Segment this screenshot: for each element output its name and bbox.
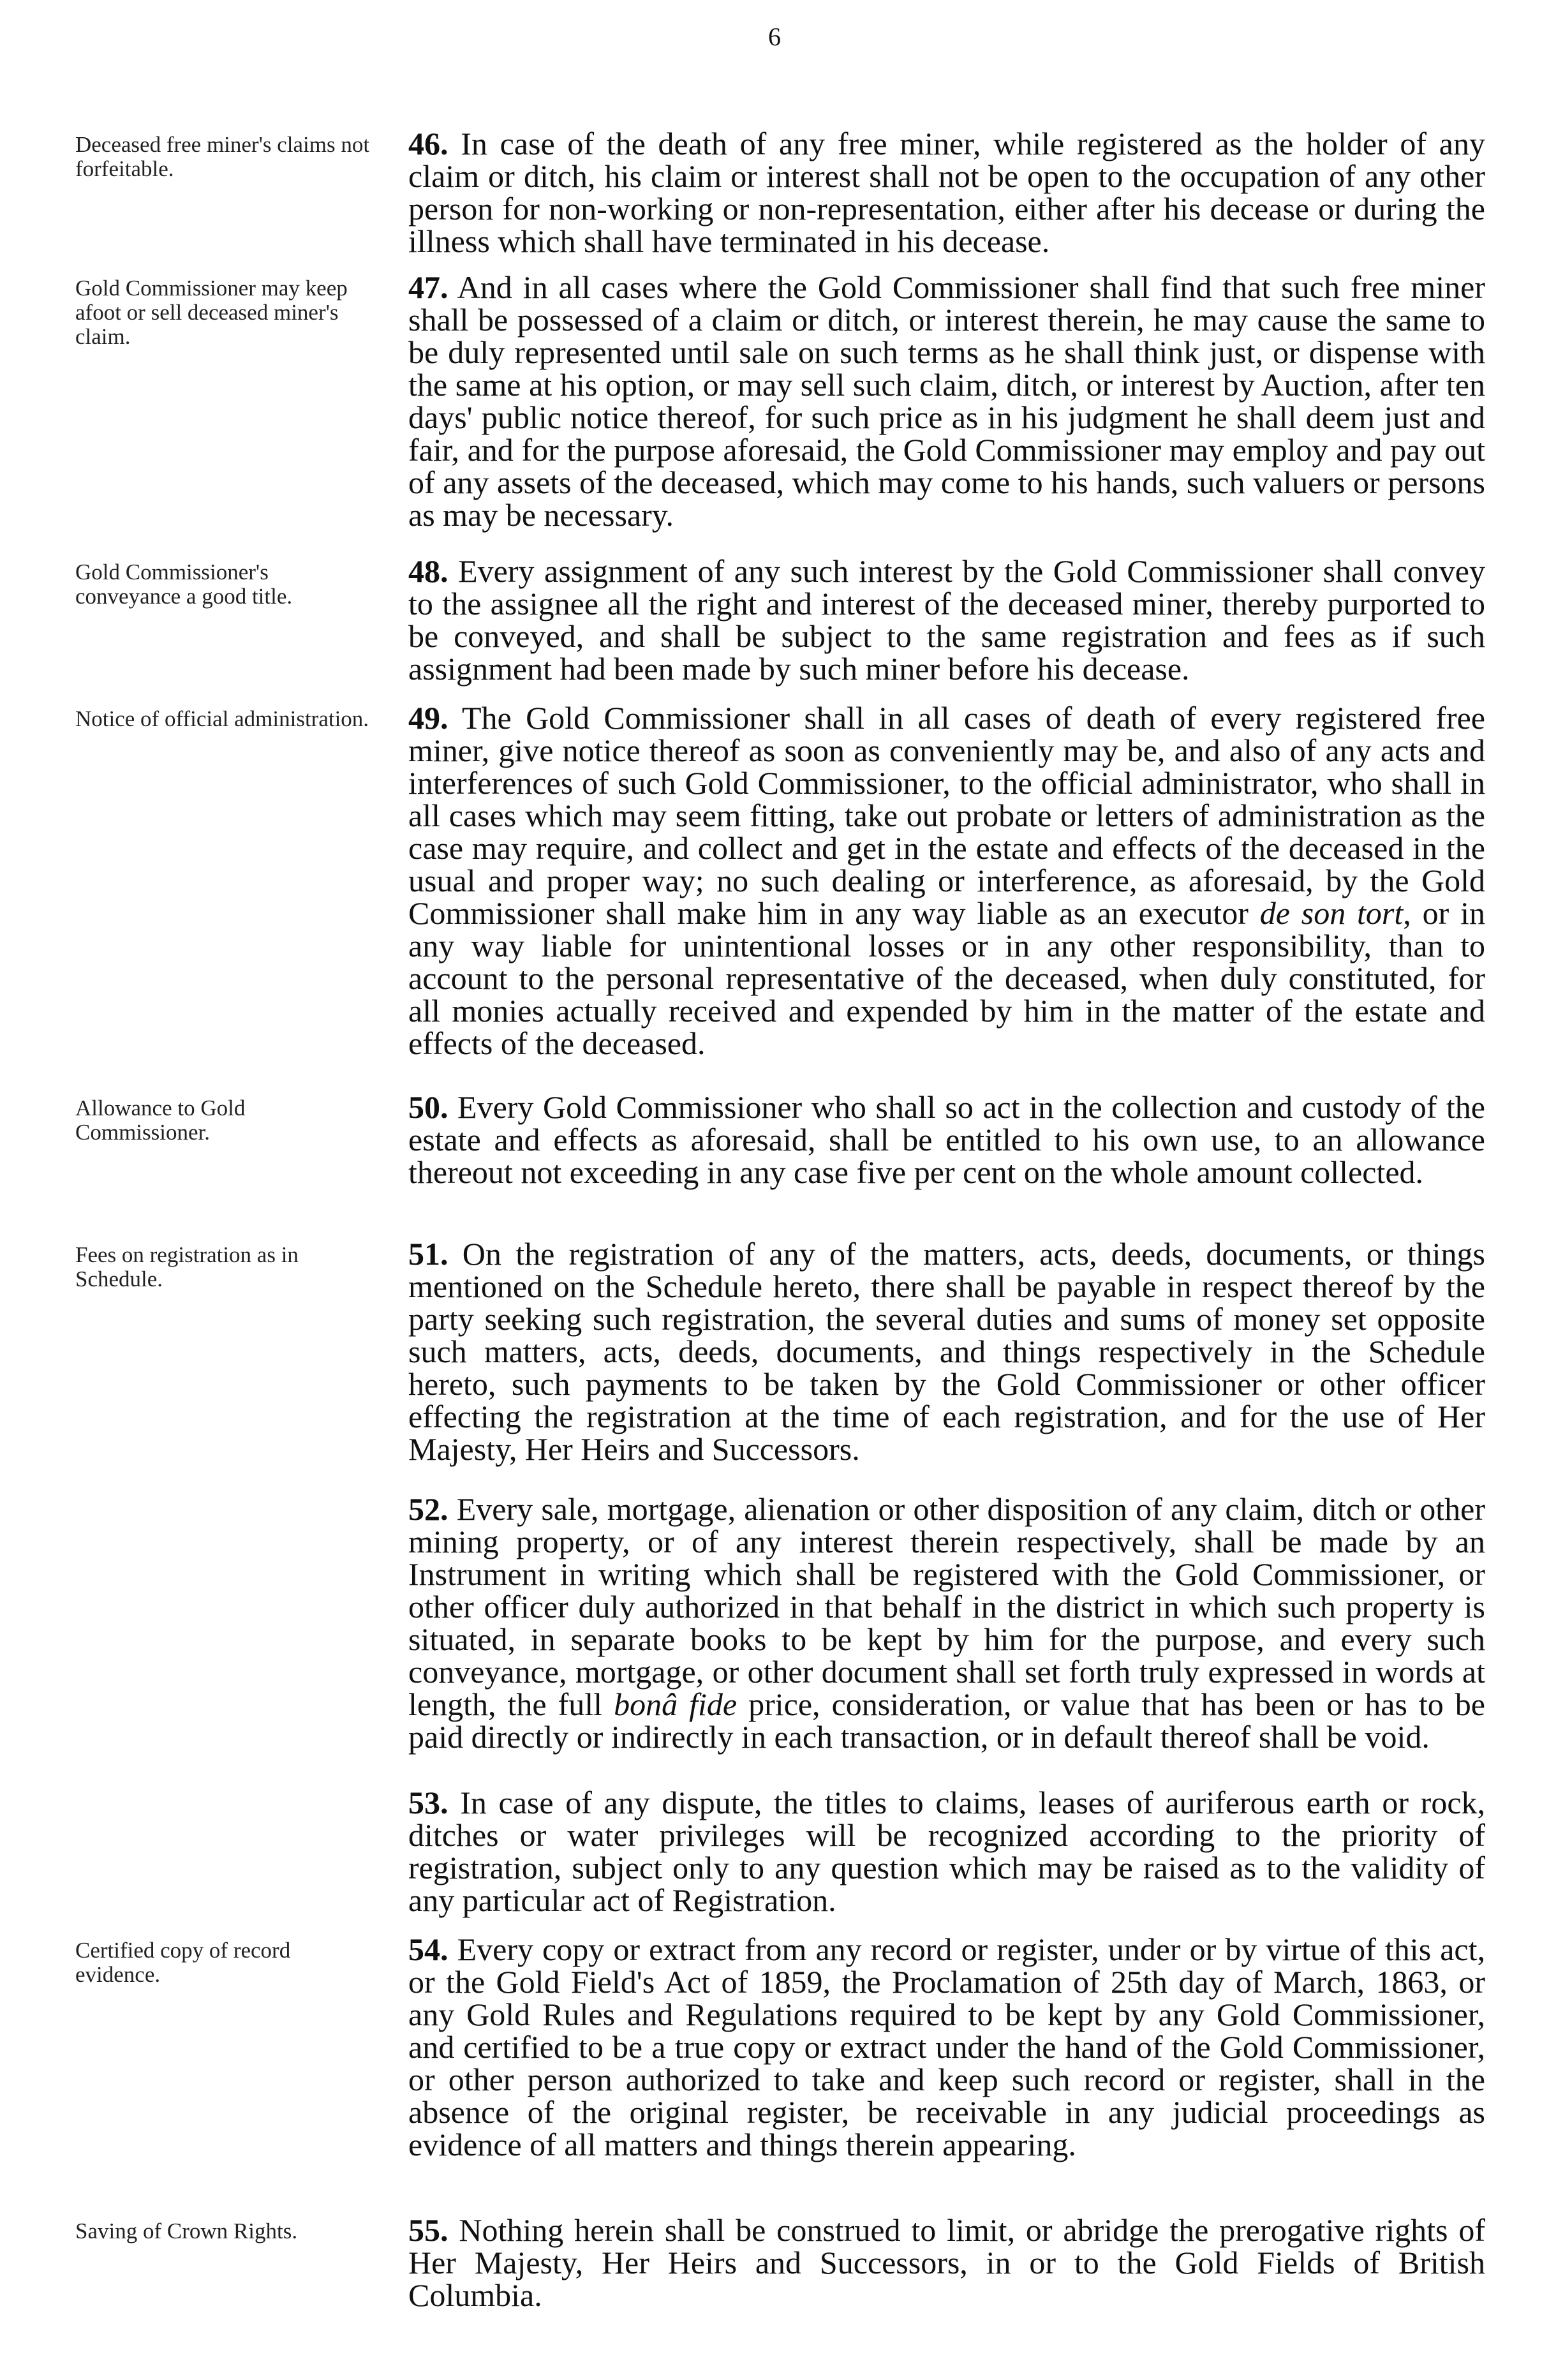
section-text bbox=[408, 128, 1485, 258]
margin-note: Deceased free miner's claims not forfeitable. bbox=[75, 132, 370, 181]
section-number: 55. bbox=[408, 2212, 448, 2248]
section-body: Every Gold Commissioner who shall so act in the collection and custody of the estate and effects as aforesaid, shall be entitled to his own use, to an allowance thereout not exceeding in any case five per cent on the whole amount collected. bbox=[408, 1089, 1485, 1190]
section-number: 46. bbox=[408, 126, 448, 161]
section-number: 49. bbox=[408, 700, 448, 736]
section-text bbox=[408, 1493, 1485, 1753]
section-number: 52. bbox=[408, 1491, 448, 1527]
section-number: 47. bbox=[408, 269, 448, 305]
section-text bbox=[408, 1238, 1485, 1466]
section-body-start: Every sale, mortgage, alienation or other disposition of any claim, ditch or other mining property, or of any interest therein respectively, shall be made by an Instrument in writing which shall be registered with the Gold Commissioner, or other officer duly authorized in that behalf in the district in which such property is situated, in separate books to be kept by him for the purpose, and every such conveyance, mortgage, or other document shall set forth truly expressed in words at length, the full bbox=[408, 1491, 1485, 1722]
section-text bbox=[408, 555, 1485, 685]
section-body: Nothing herein shall be construed to limit, or abridge the prerogative rights of Her Majesty, Her Heirs and Successors, in or to the Gold Fields of British Columbia. bbox=[408, 2212, 1485, 2313]
section-number: 48. bbox=[408, 553, 448, 589]
margin-note: Fees on registration as in Schedule. bbox=[75, 1242, 299, 1291]
section-body-end: , or in any way liable for unintentional losses or in any other responsibility, than to account to the personal representative of the deceased, when duly constituted, for all monies actually received and expended by him in the matter of the estate and effects of the deceased. bbox=[408, 895, 1485, 1061]
section-text bbox=[408, 1787, 1485, 1917]
section-body: Every copy or extract from any record or register, under or by virtue of this act, or the Gold Field's Act of 1859, the Proclamation of 25th day of March, 1863, or any Gold Rules and Regulations required to be kept by any Gold Commissioner, and certified to be a true copy or extract under the hand of the Gold Commissioner, or other person authorized to take and keep such record or register, shall in the absence of the original register, be receivable in any judicial proceedings as evidence of all matters and things therein appearing. bbox=[408, 1931, 1486, 2162]
margin-note: Gold Commissioner's conveyance a good title. bbox=[75, 560, 293, 609]
section-text bbox=[408, 702, 1485, 1060]
section-number: 50. bbox=[408, 1089, 448, 1125]
margin-note: Saving of Crown Rights. bbox=[75, 2219, 298, 2243]
margin-note: Notice of official administration. bbox=[75, 706, 369, 731]
section-body-start: The Gold Commissioner shall in all cases of death of every registered free miner, give notice thereof as soon as conveniently may be, and also of any acts and interferences of such Gold Commissioner, to the official administrator, who shall in all cases which may seem fitting, take out probate or letters of administration as the case may require, and collect and get in the estate and effects of the deceased in the usual and proper way; no such dealing or interference, as aforesaid, by the Gold Commissioner shall make him in any way liable as an executor bbox=[408, 700, 1485, 931]
margin-note: Certified copy of record evidence. bbox=[75, 1938, 291, 1987]
section-body-end: price, consideration, or value that has been or has to be paid directly or indirectly in each transaction, or in default thereof shall be void. bbox=[408, 1686, 1486, 1755]
section-text bbox=[408, 1091, 1485, 1189]
section-text bbox=[408, 2214, 1485, 2312]
latin-phrase: bonâ fide bbox=[614, 1686, 737, 1722]
section-number: 51. bbox=[408, 1236, 448, 1272]
section-text bbox=[408, 1933, 1485, 2161]
margin-note: Gold Commissioner may keep afoot or sell deceased miner's claim. bbox=[75, 276, 348, 349]
section-body: And in all cases where the Gold Commissioner shall find that such free miner shall be possessed of a claim or ditch, or interest therein, he may cause the same to be duly represented until sale on such terms as he shall think just, or dispense with the same at his option, or may sell such claim, ditch, or interest by Auction, after ten days' public notice thereof, for such price as in his judgment he shall deem just and fair, and for the purpose aforesaid, the Gold Commissioner may employ and pay out of any assets of the deceased, which may come to his hands, such valuers or persons as may be necessary. bbox=[408, 269, 1485, 533]
section-body: On the registration of any of the matters, acts, deeds, documents, or things mentioned on the Schedule hereto, there shall be payable in respect thereof by the party seeking such registration, the several duties and sums of money set opposite such matters, acts, deeds, documents, and things respectively in the Schedule hereto, such payments to be taken by the Gold Commissioner or other officer effecting the registration at the time of each registration, and for the use of Her Majesty, Her Heirs and Successors. bbox=[408, 1236, 1486, 1467]
section-number: 54. bbox=[408, 1931, 448, 1967]
latin-phrase: de son tort bbox=[1259, 895, 1404, 931]
section-text bbox=[408, 271, 1485, 532]
section-body: In case of the death of any free miner, while registered as the holder of any claim or ditch, his claim or interest shall not be open to the occupation of any other person for non-working or non-representation, either after his decease or during the illness which shall have terminated in his decease. bbox=[408, 126, 1485, 259]
page-number: 6 bbox=[768, 22, 781, 51]
section-body: In case of any dispute, the titles to claims, leases of auriferous earth or rock, ditches or water privileges will be recognized according to the priority of registration, subject only to any question which may be raised as to the validity of any particular act of Registration. bbox=[408, 1785, 1486, 1918]
margin-note: Allowance to Gold Commissioner. bbox=[75, 1096, 246, 1145]
section-number: 53. bbox=[408, 1785, 448, 1820]
section-body: Every assignment of any such interest by the Gold Commissioner shall convey to the assignee all the right and interest of the deceased miner, thereby purported to be conveyed, and shall be subject to the same registration and fees as if such assignment had been made by such miner before his decease. bbox=[408, 553, 1485, 687]
